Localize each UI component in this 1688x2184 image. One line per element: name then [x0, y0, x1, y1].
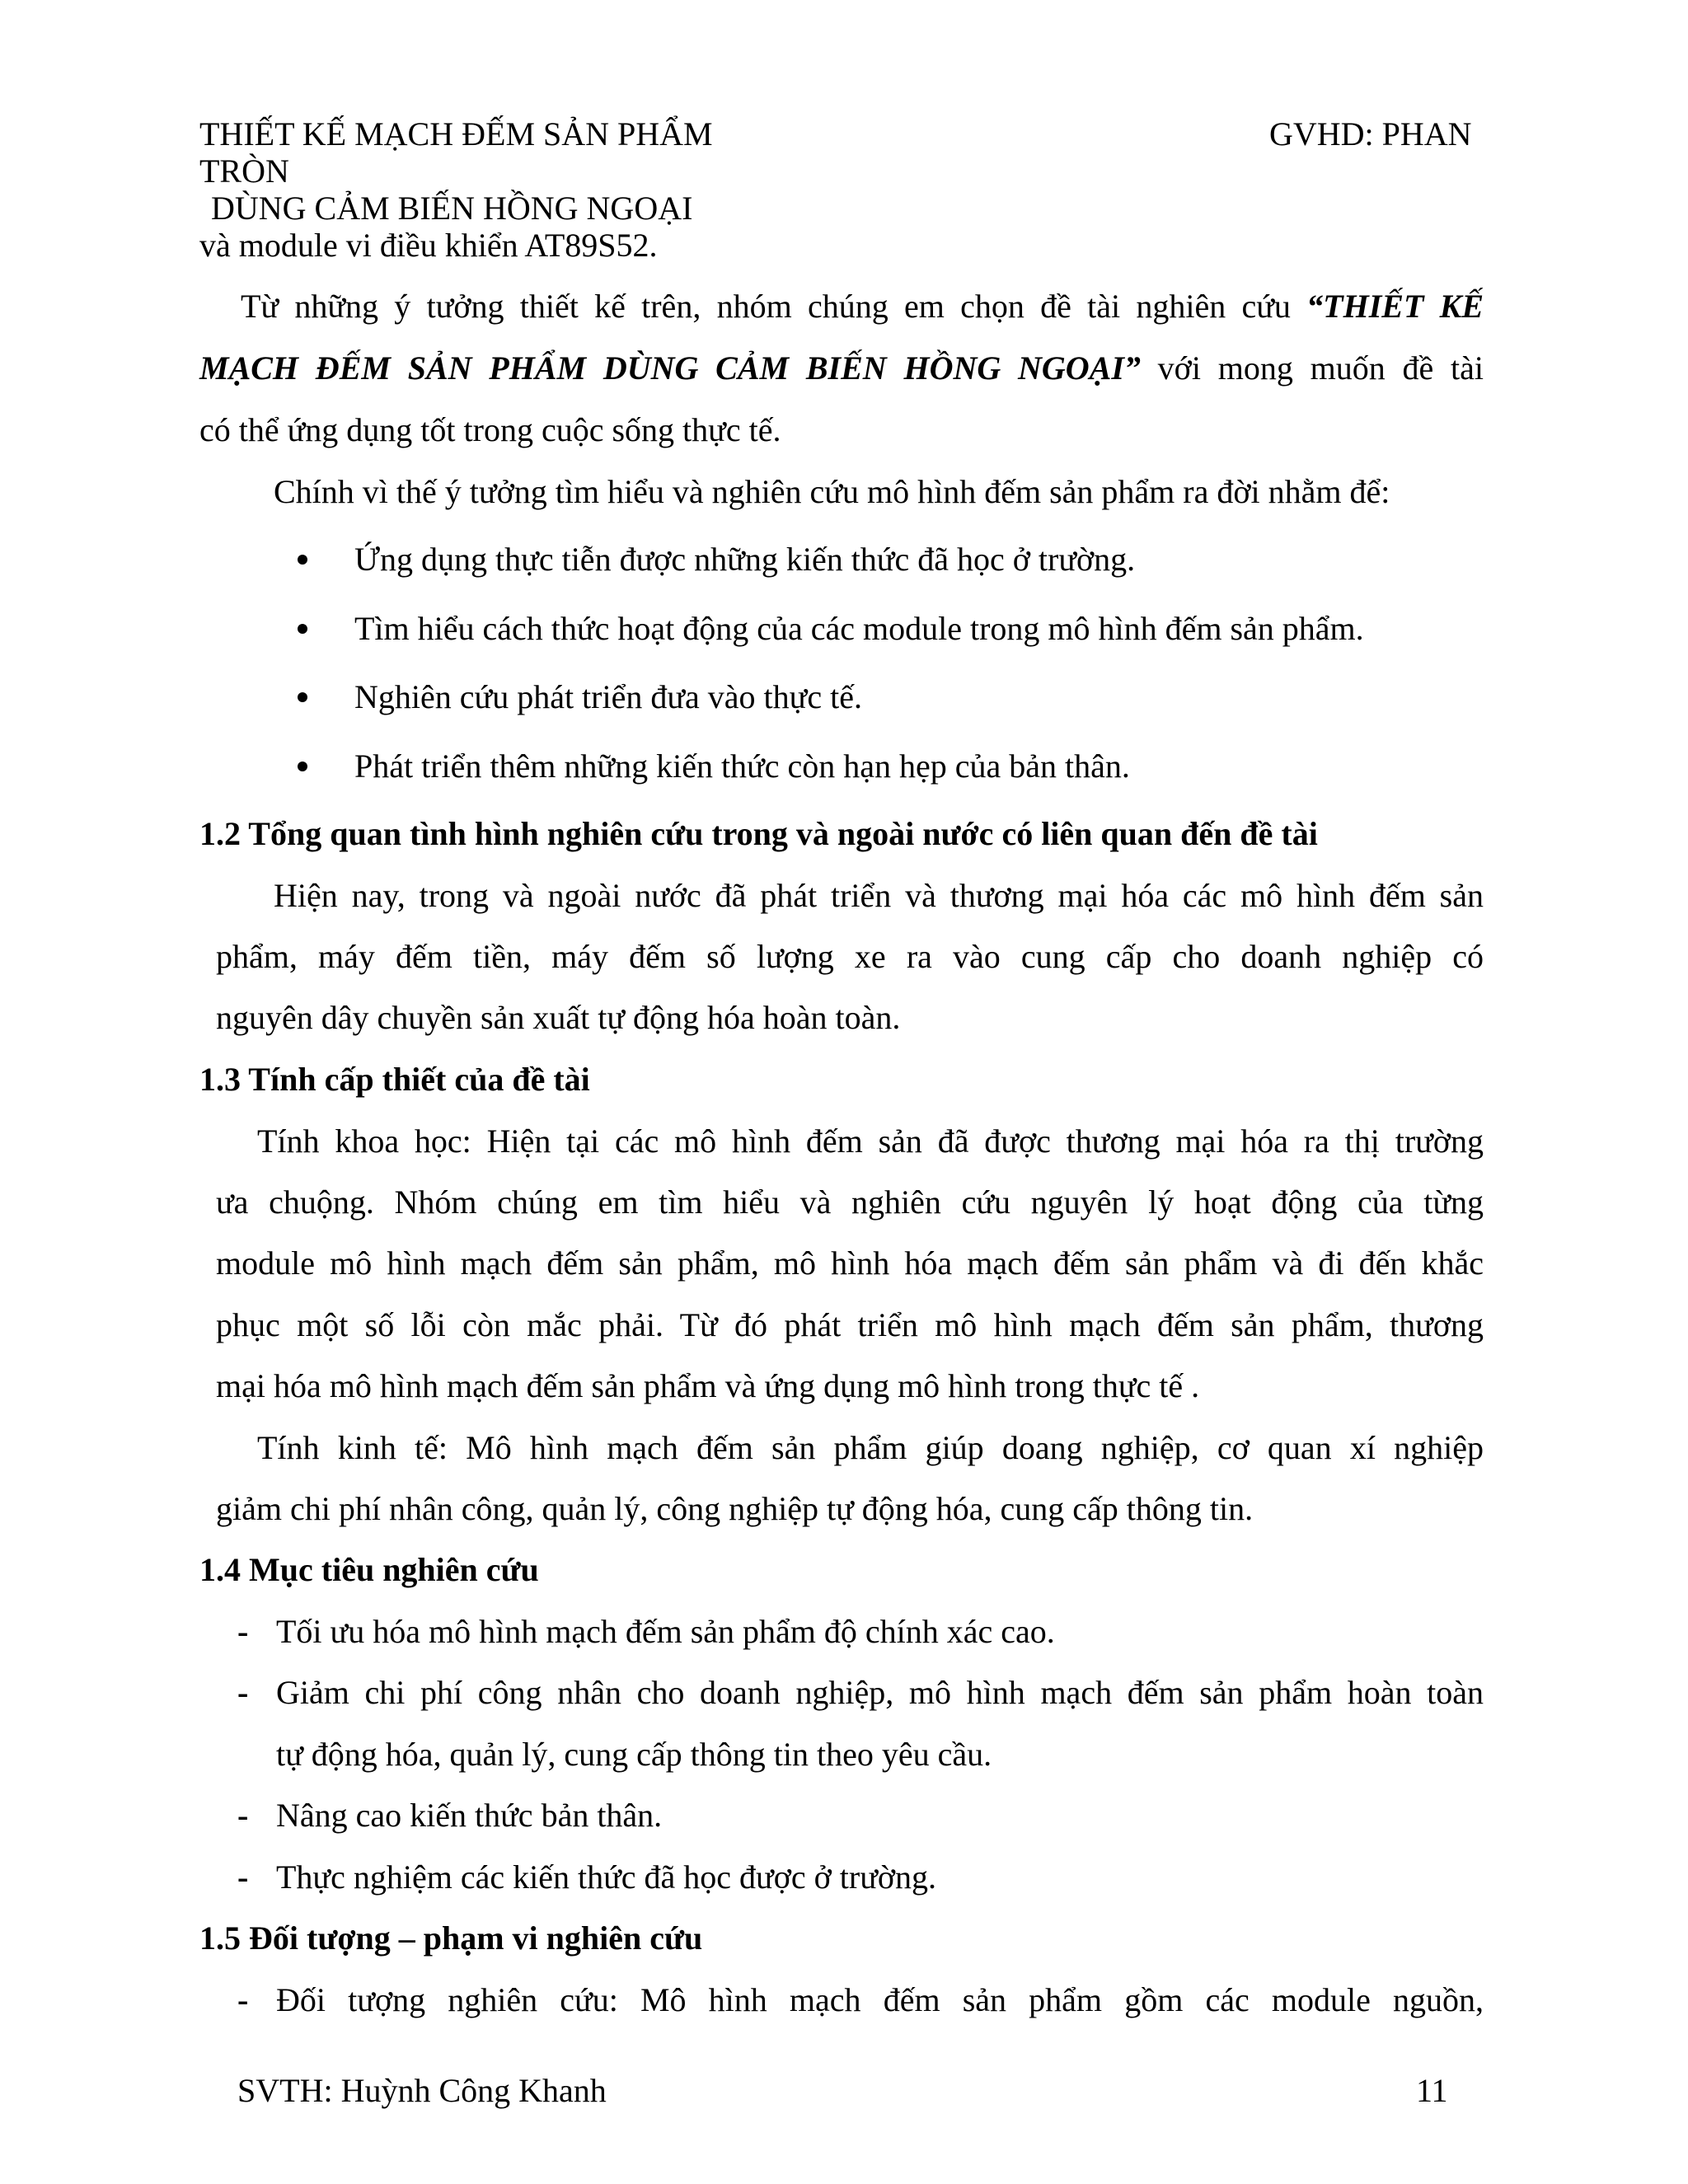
- section-heading-1-4: 1.4 Mục tiêu nghiên cứu: [199, 1551, 539, 1588]
- section-heading-1-3: 1.3 Tính cấp thiết của đề tài: [199, 1061, 590, 1098]
- paragraph-line: Tính kinh tế: Mô hình mạch đếm sản phẩm giúp doang nghiệp, cơ quan xí nghiệp: [257, 1429, 1484, 1466]
- dash-marker: -: [237, 1674, 249, 1711]
- dash-marker: -: [237, 1797, 249, 1834]
- paragraph-line: module mô hình mạch đếm sản phẩm, mô hình hóa mạch đếm sản phẩm và đi đến khắc: [216, 1244, 1484, 1282]
- paragraph-line: Hiện nay, trong và ngoài nước đã phát triển và thương mại hóa các mô hình đếm sản: [274, 877, 1484, 914]
- paragraph-line: ưa chuộng. Nhóm chúng em tìm hiểu và nghiên cứu nguyên lý hoạt động của từng: [216, 1183, 1484, 1221]
- bullet-item: Ứng dụng thực tiễn được những kiến thức đã học ở trường.: [354, 541, 1136, 578]
- list-item: Thực nghiệm các kiến thức đã học được ở trường.: [276, 1858, 937, 1896]
- dash-marker: -: [237, 1613, 249, 1650]
- section-heading-1-2: 1.2 Tổng quan tình hình nghiên cứu trong và ngoài nước có liên quan đến đề tài: [199, 815, 1318, 852]
- bullet-item: Phát triển thêm những kiến thức còn hạn hẹp của bản thân.: [354, 748, 1130, 785]
- paragraph-line: nguyên dây chuyền sản xuất tự động hóa hoàn toàn.: [216, 999, 901, 1036]
- list-item-continued: tự động hóa, quản lý, cung cấp thông tin theo yêu cầu.: [276, 1736, 992, 1773]
- header-title-line1: THIẾT KẾ MẠCH ĐẾM SẢN PHẨM: [199, 115, 713, 152]
- bullet-icon: [298, 762, 307, 771]
- list-item: Đối tượng nghiên cứu: Mô hình mạch đếm sản phẩm gồm các module nguồn,: [276, 1981, 1484, 2018]
- paragraph-line: mại hóa mô hình mạch đếm sản phẩm và ứng dụng mô hình trong thực tế .: [216, 1367, 1200, 1404]
- header-title-line3: DÙNG CẢM BIẾN HỒNG NGOẠI: [211, 190, 693, 227]
- bullet-icon: [298, 692, 307, 702]
- intro-paragraph-2: Chính vì thế ý tưởng tìm hiểu và nghiên cứu mô hình đếm sản phẩm ra đời nhằm để:: [274, 473, 1390, 510]
- bullet-icon: [298, 624, 307, 634]
- bullet-item: Tìm hiểu cách thức hoạt động của các module trong mô hình đếm sản phẩm.: [354, 610, 1364, 647]
- list-item: Nâng cao kiến thức bản thân.: [276, 1797, 663, 1834]
- header-supervisor: GVHD: PHAN: [1269, 115, 1472, 152]
- list-item: Tối ưu hóa mô hình mạch đếm sản phẩm độ chính xác cao.: [276, 1613, 1055, 1650]
- header-title-line2: TRÒN: [199, 152, 289, 190]
- intro-line: và module vi điều khiển AT89S52.: [199, 227, 658, 264]
- dash-marker: -: [237, 1981, 249, 2018]
- list-item: Giảm chi phí công nhân cho doanh nghiệp, mô hình mạch đếm sản phẩm hoàn toàn: [276, 1674, 1484, 1711]
- dash-marker: -: [237, 1858, 249, 1896]
- bullet-icon: [298, 555, 307, 565]
- intro-paragraph-line3: có thể ứng dụng tốt trong cuộc sống thực tế.: [199, 411, 781, 448]
- page-number: 11: [1416, 2072, 1448, 2109]
- intro-paragraph-line1: Từ những ý tưởng thiết kế trên, nhóm chúng em chọn đề tài nghiên cứu “THIẾT KẾ: [241, 288, 1484, 325]
- intro-paragraph-line2: MẠCH ĐẾM SẢN PHẨM DÙNG CẢM BIẾN HỒNG NGOẠI” với mong muốn đề tài: [199, 349, 1484, 387]
- bullet-item: Nghiên cứu phát triển đưa vào thực tế.: [354, 678, 862, 715]
- paragraph-line: Tính khoa học: Hiện tại các mô hình đếm sản đã được thương mại hóa ra thị trường: [257, 1122, 1484, 1160]
- paragraph-line: phẩm, máy đếm tiền, máy đếm số lượng xe ra vào cung cấp cho doanh nghiệp có: [216, 938, 1484, 975]
- paragraph-line: phục một số lỗi còn mắc phải. Từ đó phát triển mô hình mạch đếm sản phẩm, thương: [216, 1306, 1484, 1343]
- footer-author: SVTH: Huỳnh Công Khanh: [237, 2072, 607, 2109]
- section-heading-1-5: 1.5 Đối tượng – phạm vi nghiên cứu: [199, 1919, 703, 1957]
- paragraph-line: giảm chi phí nhân công, quản lý, công nghiệp tự động hóa, cung cấp thông tin.: [216, 1490, 1254, 1527]
